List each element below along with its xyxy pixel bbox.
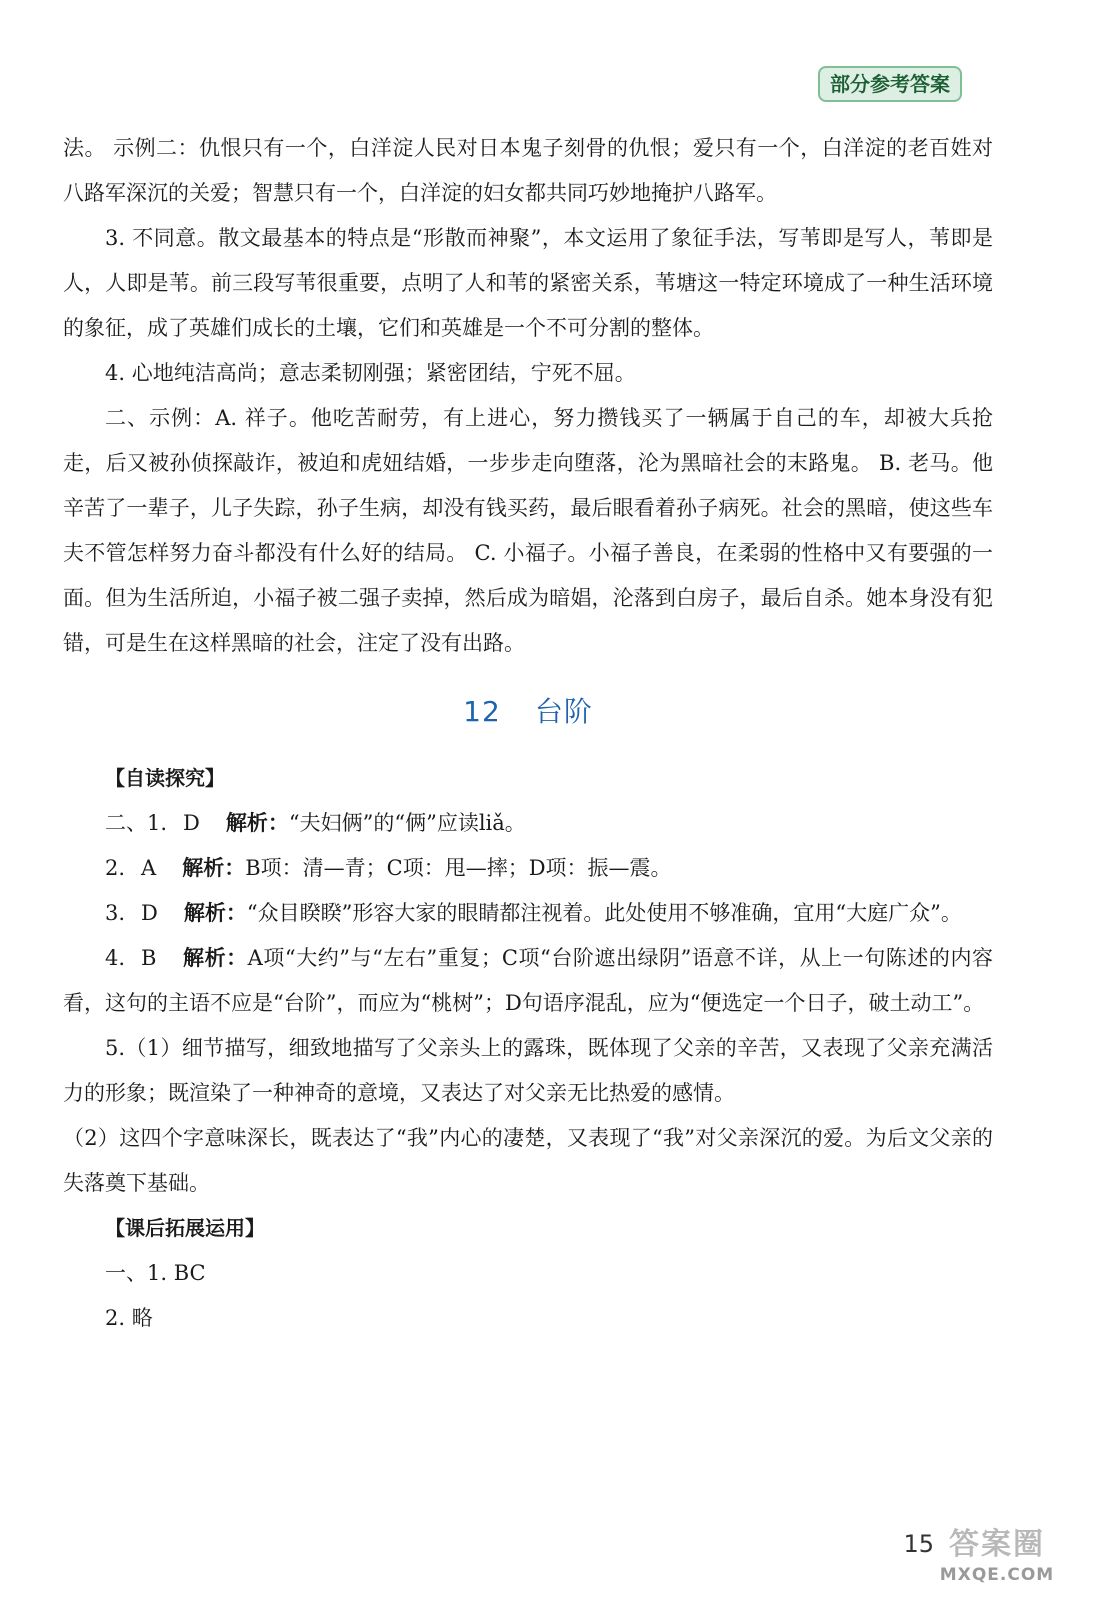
paragraph: 3. 不同意。散文最基本的特点是“形散而神聚”，本文运用了象征手法，写苇即是写人，苇即是人，人即是苇。前三段写苇很重要，点明了人和苇的紧密关系，苇塘这一特定环境成了一种生活环境的象征，成了英雄们成长的土壤，它们和英雄是一个不可分割的整体。 [63, 226, 993, 340]
watermark-logo [912, 1526, 1082, 1594]
analysis-text: “夫妇俩”的“俩”应读liǎ。 [288, 811, 526, 835]
analysis-text: B项：清—青；C项：甩—摔；D项：振—震。 [245, 856, 672, 880]
analysis-label: 解析： [225, 811, 289, 835]
paragraph: 4. 心地纯洁高尚；意志柔韧刚强；紧密团结，宁死不屈。 [105, 361, 636, 385]
analysis-text: A项“大约”与“左右”重复；C项“台阶遮出绿阴”语意不详，从上一句陈述的内容看，这句的主语不应是“台阶”，而应为“桃树”；D句语序混乱，应为“便选定一个日子，破土动工”。 [63, 946, 993, 1015]
analysis-label: 解析： [182, 946, 248, 970]
answer-item [63, 801, 993, 846]
answer-item: 一、1. BC [105, 1261, 206, 1285]
item-answer: D [183, 811, 200, 835]
lesson-name: 台阶 [534, 695, 593, 728]
section-heading: 【课后拓展运用】 [105, 1216, 265, 1240]
answer-item: 2. 略 [105, 1306, 153, 1330]
item-answer: D [141, 901, 158, 925]
lesson-number: 12 [463, 695, 501, 728]
watermark-url: MXQE.COM [939, 1565, 1055, 1585]
item-number: 4. [105, 946, 126, 970]
item-number: 3. [105, 901, 126, 925]
item-number: 2. [105, 856, 126, 880]
answer-item: 5.（1）细节描写，细致地描写了父亲头上的露珠，既体现了父亲的辛苦，又表现了父亲充满活力的形象；既渲染了一种神奇的意境，又表达了对父亲无比热爱的感情。 [63, 1036, 993, 1105]
item-answer: B [141, 946, 157, 970]
answer-item [63, 936, 993, 1026]
analysis-label: 解析： [183, 901, 247, 925]
paragraph: 二、示例：A. 祥子。他吃苦耐劳，有上进心，努力攒钱买了一辆属于自己的车，却被大兵抢走，后又被孙侦探敲诈，被迫和虎妞结婚，一步步走向堕落，沦为黑暗社会的末路鬼。 B. 老马。他辛苦了一辈子，儿子失踪，孙子生病，却没有钱买药，最后眼看着孙子病死。社会的黑暗，使这些车夫不管怎样努力奋斗都没有什么好的结局。 C. 小福子。小福子善良，在柔弱的性格中又有要强的一面。但为生活所迫，小福子被二强子卖掉，然后成为暗娼，沦落到白房子，最后自杀。她本身没有犯错，可是生在这样黑暗的社会，注定了没有出路。 [63, 406, 993, 655]
analysis-text: “众目睽睽”形容大家的眼睛都注视着。此处使用不够准确，宜用“大庭广众”。 [246, 901, 962, 925]
answer-item: （2）这四个字意味深长，既表达了“我”内心的凄楚，又表现了“我”对父亲深沉的爱。为后文父亲的失落奠下基础。 [63, 1126, 993, 1195]
analysis-label: 解析： [182, 856, 246, 880]
section-badge: 部分参考答案 [818, 66, 962, 102]
page-number: 15 [903, 1530, 934, 1558]
item-number: 二、1. [105, 811, 168, 835]
answer-item [63, 846, 993, 891]
page-content [63, 126, 993, 1341]
answer-item [63, 891, 993, 936]
lesson-title [63, 692, 993, 732]
paragraph: 法。 示例二：仇恨只有一个，白洋淀人民对日本鬼子刻骨的仇恨；爱只有一个，白洋淀的老百姓对八路军深沉的关爱；智慧只有一个，白洋淀的妇女都共同巧妙地掩护八路军。 [63, 136, 993, 205]
item-answer: A [141, 856, 157, 880]
watermark-text: 答案圈 [949, 1527, 1045, 1562]
section-heading: 【自读探究】 [105, 766, 225, 790]
